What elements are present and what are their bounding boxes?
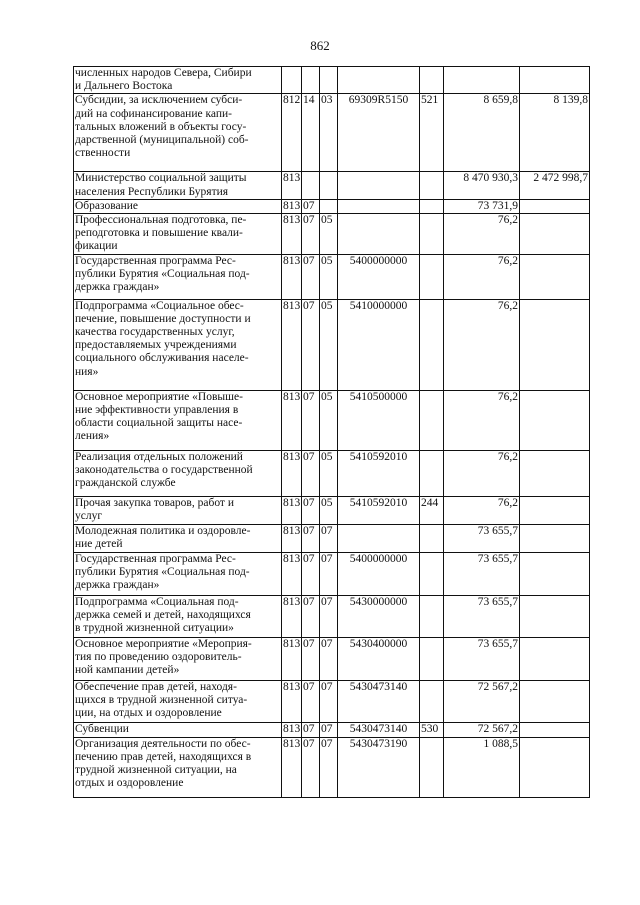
- expense-type-cell: [420, 172, 444, 199]
- admin-code-cell: 812: [282, 94, 302, 172]
- admin-code-cell: 813: [282, 172, 302, 199]
- subsection-code-cell: 05: [320, 450, 338, 496]
- amount-1-cell: 76,2: [444, 390, 520, 450]
- target-article-cell: 5400000000: [338, 254, 420, 299]
- subsection-code-cell: 07: [320, 595, 338, 637]
- expense-type-cell: [420, 552, 444, 595]
- subsection-code-cell: 07: [320, 680, 338, 722]
- section-code-cell: 07: [302, 737, 320, 797]
- amount-1-cell: 73 655,7: [444, 637, 520, 680]
- admin-code-cell: [282, 67, 302, 94]
- row-name-cell: Реализация отдельных положений законодательства о государственной гражданской службе: [74, 450, 282, 496]
- amount-1-cell: 73 655,7: [444, 552, 520, 595]
- expense-type-cell: [420, 637, 444, 680]
- admin-code-cell: 813: [282, 637, 302, 680]
- section-code-cell: 07: [302, 254, 320, 299]
- row-name-cell: Государственная программа Рес- публики Бурятия «Социальная под- держка граждан»: [74, 552, 282, 595]
- amount-1-cell: 72 567,2: [444, 722, 520, 737]
- section-code-cell: 07: [302, 299, 320, 390]
- expense-type-cell: 530: [420, 722, 444, 737]
- budget-table-body: [74, 67, 590, 798]
- section-code-cell: 07: [302, 390, 320, 450]
- amount-1-cell: 76,2: [444, 254, 520, 299]
- section-code-cell: 07: [302, 450, 320, 496]
- table-row: [74, 199, 590, 213]
- amount-1-cell: 76,2: [444, 496, 520, 524]
- amount-2-cell: [520, 524, 590, 552]
- admin-code-cell: 813: [282, 722, 302, 737]
- subsection-code-cell: 05: [320, 390, 338, 450]
- amount-1-cell: 76,2: [444, 450, 520, 496]
- admin-code-cell: 813: [282, 450, 302, 496]
- expense-type-cell: [420, 737, 444, 797]
- amount-2-cell: [520, 450, 590, 496]
- admin-code-cell: 813: [282, 552, 302, 595]
- amount-2-cell: 2 472 998,7: [520, 172, 590, 199]
- row-name-cell: Министерство социальной защиты населения Республики Бурятия: [74, 172, 282, 199]
- section-code-cell: 07: [302, 637, 320, 680]
- admin-code-cell: 813: [282, 737, 302, 797]
- subsection-code-cell: 07: [320, 552, 338, 595]
- amount-2-cell: [520, 737, 590, 797]
- subsection-code-cell: 05: [320, 496, 338, 524]
- table-row: [74, 254, 590, 299]
- table-row: [74, 450, 590, 496]
- table-row: [74, 94, 590, 172]
- section-code-cell: 07: [302, 496, 320, 524]
- expense-type-cell: [420, 299, 444, 390]
- table-row: [74, 680, 590, 722]
- row-name-cell: Обеспечение прав детей, находя- щихся в трудной жизненной ситуа- ции, на отдых и оздоровление: [74, 680, 282, 722]
- table-row: [74, 214, 590, 255]
- admin-code-cell: 813: [283, 199, 301, 212]
- section-code-cell: [302, 67, 320, 94]
- target-article-cell: [338, 67, 420, 94]
- subsection-code-cell: 03: [320, 94, 338, 172]
- expense-type-cell: [420, 214, 444, 255]
- amount-1-cell: 72 567,2: [444, 680, 520, 722]
- section-code-cell: 14: [302, 94, 320, 172]
- amount-2-cell: 8 139,8: [520, 94, 590, 172]
- target-article-cell: [338, 172, 420, 199]
- target-article-cell: 5430473140: [338, 722, 420, 737]
- page-number: 862: [310, 38, 330, 53]
- row-name-cell: Субсидии, за исключением субси- дий на софинансирование капи- тальных вложений в объекты госу- дарственной (муниципальной) соб- ственности: [74, 94, 282, 172]
- subsection-code-cell: [320, 199, 338, 213]
- target-article-cell: [338, 214, 420, 255]
- row-name-cell: Организация деятельности по обес- печению прав детей, находящихся в трудной жизненной ситуации, на отдых и оздоровление: [74, 737, 282, 797]
- section-code-cell: 07: [302, 199, 320, 213]
- amount-2-cell: [520, 214, 590, 255]
- amount-2-cell: [520, 552, 590, 595]
- amount-2-cell: [520, 199, 590, 213]
- budget-table: [73, 66, 590, 798]
- target-article-cell: 5430400000: [338, 637, 420, 680]
- subsection-code-cell: 07: [320, 524, 338, 552]
- subsection-code-cell: 07: [320, 722, 338, 737]
- table-row: [74, 172, 590, 199]
- amount-2-cell: [520, 680, 590, 722]
- amount-2-cell: [520, 595, 590, 637]
- section-code-cell: 07: [302, 552, 320, 595]
- subsection-code-cell: 05: [320, 214, 338, 255]
- table-row: [74, 299, 590, 390]
- table-row: [74, 496, 590, 524]
- expense-type-cell: [420, 254, 444, 299]
- section-code-cell: [302, 172, 320, 199]
- admin-code-cell: 813: [282, 524, 302, 552]
- target-article-cell: 5410592010: [338, 450, 420, 496]
- target-article-cell: 5430000000: [338, 595, 420, 637]
- row-name-cell: Молодежная политика и оздоровле- ние детей: [74, 524, 282, 552]
- section-code-cell: 07: [302, 524, 320, 552]
- subsection-code-cell: 07: [320, 637, 338, 680]
- expense-type-cell: [420, 450, 444, 496]
- table-row: [74, 524, 590, 552]
- table-row: [74, 637, 590, 680]
- target-article-cell: 5430473140: [338, 680, 420, 722]
- target-article-cell: 5400000000: [338, 552, 420, 595]
- expense-type-cell: 244: [420, 496, 444, 524]
- subsection-code-cell: 05: [320, 254, 338, 299]
- amount-1-cell: 76,2: [444, 299, 520, 390]
- admin-code-cell: 813: [282, 299, 302, 390]
- section-code-cell: 07: [302, 680, 320, 722]
- row-name-cell: Подпрограмма «Социальное обес- печение, повышение доступности и качества государственных услуг, предоставляемых учреждениями социального обслуживания населе- ния»: [74, 299, 282, 390]
- row-name-cell: Подпрограмма «Социальная под- держка семей и детей, находящихся в трудной жизненной ситуации»: [74, 595, 282, 637]
- amount-2-cell: [520, 254, 590, 299]
- amount-2-cell: [520, 67, 590, 94]
- amount-2-cell: [520, 390, 590, 450]
- admin-code-cell: 813: [282, 390, 302, 450]
- amount-1-cell: 8 659,8: [444, 94, 520, 172]
- admin-code-cell: 813: [282, 595, 302, 637]
- row-name-cell: Субвенции: [74, 722, 282, 737]
- target-article-cell: 69309R5150: [338, 94, 420, 172]
- expense-type-cell: [420, 199, 444, 213]
- row-name-cell: Государственная программа Рес- публики Бурятия «Социальная под- держка граждан»: [74, 254, 282, 299]
- section-code-cell: 07: [302, 722, 320, 737]
- amount-1-cell: 76,2: [444, 214, 520, 255]
- table-row: [74, 552, 590, 595]
- expense-type-cell: 521: [420, 94, 444, 172]
- subsection-code-cell: [320, 67, 338, 94]
- expense-type-cell: [420, 67, 444, 94]
- amount-1-cell: 73 655,7: [444, 524, 520, 552]
- target-article-cell: 5410500000: [338, 390, 420, 450]
- amount-2-cell: [520, 299, 590, 390]
- table-row: [74, 390, 590, 450]
- target-article-cell: [338, 199, 420, 213]
- expense-type-cell: [420, 680, 444, 722]
- row-name-cell: Основное мероприятие «Повыше- ние эффективности управления в области социальной защиты насе- ления»: [74, 390, 282, 450]
- amount-2-cell: [520, 496, 590, 524]
- table-row: [74, 595, 590, 637]
- target-article-cell: 5410592010: [338, 496, 420, 524]
- row-name-cell: Основное мероприятие «Мероприя- тия по проведению оздоровитель- ной кампании детей»: [74, 637, 282, 680]
- amount-1-cell: 1 088,5: [444, 737, 520, 797]
- expense-type-cell: [420, 524, 444, 552]
- table-row: [74, 67, 590, 94]
- subsection-code-cell: 05: [320, 299, 338, 390]
- amount-2-cell: [520, 722, 590, 737]
- row-name-cell: Прочая закупка товаров, работ и услуг: [74, 496, 282, 524]
- table-row: [74, 737, 590, 797]
- row-name-cell: Образование: [74, 199, 282, 213]
- admin-code-cell: 813: [282, 496, 302, 524]
- amount-1-cell: 73 655,7: [444, 595, 520, 637]
- expense-type-cell: [420, 595, 444, 637]
- row-name-cell: численных народов Севера, Сибири и Дальнего Востока: [74, 67, 282, 94]
- target-article-cell: [338, 524, 420, 552]
- expense-type-cell: [420, 390, 444, 450]
- admin-code-cell: 813: [282, 214, 302, 255]
- admin-code-cell: 813: [282, 254, 302, 299]
- amount-1-cell: 8 470 930,3: [444, 172, 520, 199]
- amount-1-cell: 73 731,9: [444, 199, 520, 213]
- section-code-cell: 07: [302, 595, 320, 637]
- amount-2-cell: [520, 637, 590, 680]
- section-code-cell: 07: [302, 214, 320, 255]
- amount-1-cell: [444, 67, 520, 94]
- subsection-code-cell: 07: [320, 737, 338, 797]
- row-name-cell: Профессиональная подготовка, пе- реподготовка и повышение квали- фикации: [74, 214, 282, 255]
- subsection-code-cell: [320, 172, 338, 199]
- target-article-cell: 5430473190: [338, 737, 420, 797]
- target-article-cell: 5410000000: [338, 299, 420, 390]
- admin-code-cell: 813: [282, 680, 302, 722]
- table-row: [74, 722, 590, 737]
